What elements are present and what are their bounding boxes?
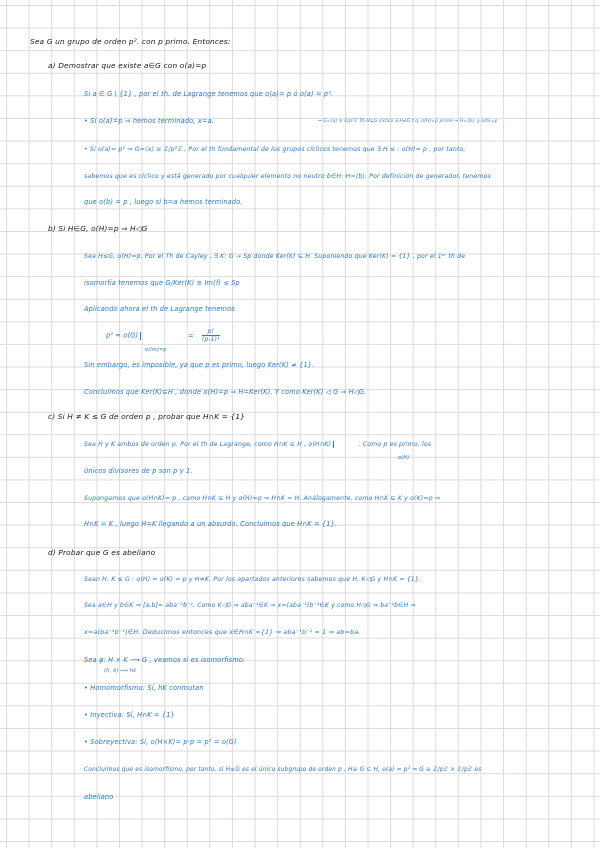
part-b-title: b) Si H∈G, o(H)=p ⇒ H◁G xyxy=(48,224,148,233)
part-d-line-6: • Inyectiva: Sí, H∩K = {1} xyxy=(84,711,175,719)
part-a-line-2: • Si o(a)=p ⇒ hemos terminado, x=a. xyxy=(84,117,215,125)
part-c-divides-bar xyxy=(333,441,338,448)
part-c-line-2: únicos divisores de p son p y 1. xyxy=(84,467,193,475)
part-d-line-4-mapping: (h, k) ⟼ hk xyxy=(104,668,137,674)
part-a-title: a) Demostrar que existe a∈G con o(a)=p xyxy=(48,61,207,70)
part-a-line-5: que o(b) = p , luego si b=a hemos terminado. xyxy=(84,198,243,206)
part-b-line-3: Aplicando ahora el th de Lagrange tenemos xyxy=(84,305,235,313)
part-c-title: c) Si H ≠ K ≤ G de orden p , probar que H∩K = {1} xyxy=(48,412,246,421)
fraction-numerator: p! xyxy=(202,328,220,336)
part-d-line-2: Sea a∈H y b∈K ⇒ [a,b]= aba⁻¹b⁻¹. Como K◁G ⇒ aba⁻¹∈K ⇒ x=(aba⁻¹)b⁻¹∈K y como H◁G ⇒ ba⁻¹b∈H ⇒ xyxy=(84,602,416,609)
equation-divides-bar xyxy=(140,332,145,340)
part-c-line-1-text: Sea H y K ambos de orden p. Por el th de Lagrange, como H∩K ⊆ H , o(H∩K) xyxy=(84,441,332,448)
part-c-divides-subscript: o(H) xyxy=(398,455,410,461)
part-b-equation-subscript: o(Im)=p xyxy=(145,347,167,353)
part-b-lagrange-equation xyxy=(106,328,220,343)
part-a-line-3: • Si o(a)= p² ⇒ G=⟨a⟩ ≅ ℤ/p²ℤ , Por el th fundamental de los grupos cíclicos tenemos que ∃ H ≤ : o(H)= p , por tanto, xyxy=(84,146,466,153)
part-b-line-5: Sin embargo, es imposible, ya que p es primo, luego Ker(K) ≠ {1}. xyxy=(84,361,315,369)
part-a-line-4: sabemos que es cíclico y está generado por cualquier elemento no neutro b∈H: H=⟨b⟩. Por definición de generador, tenemos xyxy=(84,173,491,180)
part-d-line-5: • Homomorfismo: Sí, hK conmutan xyxy=(84,684,204,692)
part-b-line-2: isomorfía tenemos que G/Ker(K) ≅ Im(f) ≤ Sp xyxy=(84,279,240,287)
part-d-line-1: Sean H, K ≤ G : o(H) = o(K) = p y H≠K. Por los apartados anteriores sabemos que H, K◁G y H∩K = {1}. xyxy=(84,576,422,583)
problem-statement: Sea G un grupo de orden p². con p primo. Entonces: xyxy=(30,37,231,46)
part-d-title: d) Probar que G es abeliano xyxy=(48,548,156,557)
part-b-line-1: Sea H≤G, o(H)=p. Por el Th de Cayley , ∃ K: G → Sp donde Ker(K) ⊆ H. Suponiendo que Ker(K) = {1} , por el 1ᵉʳ th de xyxy=(84,253,466,260)
part-c-line-1-end: . Como p es primo, los xyxy=(358,441,432,448)
part-c-line-4: H∩K = K , luego H=K llegando a un absurdo. Concluimos que H∩K = {1}. xyxy=(84,520,338,528)
equation-equals: = xyxy=(187,331,194,340)
part-d-line-3: x=a(ba⁻¹b⁻¹)∈H. Deducimos entonces que x∈H∩K ={1} ⇒ aba⁻¹b⁻¹ = 1 ⇒ ab=ba. xyxy=(84,628,361,636)
part-d-line-4: Sea φ: H × K ⟶ G , veamos si es isomorfismo: xyxy=(84,656,246,664)
part-c-line-1 xyxy=(84,440,431,449)
part-a-side-note: ⇒ G=⟨a⟩ ≅ ℤ/p²ℤ Th.H⊆G cíclico ∃ H≤G t.q. o(H)=p primo ⇒ H=⟨b⟩, y o(b)=p xyxy=(318,119,498,124)
equation-fraction xyxy=(202,328,220,343)
fraction-denominator: (p-1)! xyxy=(201,336,220,343)
part-c-line-3: Supongamos que o(H∩K)= p , como H∩K ⊆ H y o(H)=p ⇒ H∩K = H. Análogamente, como H∩K ⊆ K y o(K)=p ⇒ xyxy=(84,495,441,502)
part-d-line-8: Concluimos que es isomorfismo, por tanto, si H≤G es el único subgrupo de orden p , H≅ G ⊆ H, o(a) = p² ⇒ G ≅ ℤ/pℤ × ℤ/pℤ es xyxy=(84,767,482,773)
part-b-line-6: Concluimos que Ker(K)⊆H , donde o(H)=p ⇒ H=Ker(K). Y como Ker(K) ◁ G ⇒ H◁G. xyxy=(84,388,367,396)
part-d-line-9: abeliano xyxy=(84,793,114,801)
part-d-line-7: • Sobreyectiva: Sí, o(H×K)= p·p = p² = o(G) xyxy=(84,738,237,746)
equation-left: p² = o(G) xyxy=(106,331,139,340)
part-a-line-1: Si a ∈ G \ {1} , por el th. de Lagrange tenemos que o(a)= p ó o(a) = p². xyxy=(84,90,334,98)
